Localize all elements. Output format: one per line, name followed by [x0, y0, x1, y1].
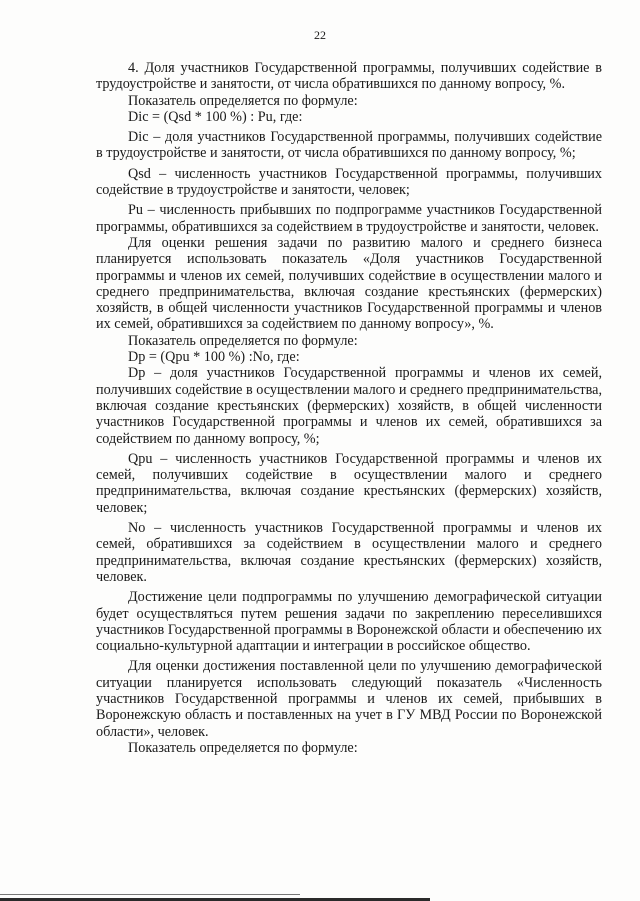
formula-dp: Dp = (Qpu * 100 %) :No, где:	[128, 349, 300, 366]
paragraph-indicator-4: 4. Доля участников Государственной программы, получивших содействие в трудоустройстве и занятости, от числа обратившихся по данному вопросу, %.	[96, 60, 602, 93]
document-body	[96, 60, 602, 756]
scan-artifact-line	[0, 894, 300, 895]
paragraph-small-business: Для оценки решения задачи по развитию малого и среднего бизнеса планируется использовать показатель «Доля участников Государственной программы и членов их семей, получивших содействие в осуществлении малого и среднего предпринимательства, включая создание крестьянских (фермерских) хозяйств, в общей численности участников Государственной программы и членов их семей, обратившихся за содействием по данному вопросу», %.	[96, 234, 602, 333]
paragraph-qsd-definition: Qsd – численность участников Государственной программы, получивших содействие в трудоустройстве и занятости, человек;	[96, 165, 602, 199]
paragraph-dic-definition: Dic – доля участников Государственной программы, получивших содействие в трудоустройстве и занятости, от числа обратившихся по данному вопросу, %;	[96, 129, 602, 162]
paragraph-formula-intro-2: Показатель определяется по формуле:	[128, 332, 358, 349]
paragraph-formula-intro-3: Показатель определяется по формуле:	[128, 739, 358, 756]
paragraph-demographic-indicator: Для оценки достижения поставленной цели по улучшению демографической ситуации планируется использовать следующий показатель «Численность участников Государственной программы и членов их семей, прибывших в Воронежскую область и поставленных на учет в ГУ МВД России по Воронежской области», человек.	[96, 658, 602, 740]
paragraph-formula-intro: Показатель определяется по формуле:	[128, 92, 358, 109]
paragraph-demographic-goal: Достижение цели подпрограммы по улучшению демографической ситуации будет осуществляться путем решения задачи по закреплению переселившихся участников Государственной программы в Воронежской области и обеспечению их социально-культурной адаптации и интеграции в российское общество.	[96, 589, 602, 655]
paragraph-dp-definition: Dp – доля участников Государственной программы и членов их семей, получивших содействие в осуществлении малого и среднего предпринимательства, включая создание крестьянских (фермерских) хозяйств, в общей численности участников Государственной программы и членов их семей, обратившихся за содействием по данному вопросу, %;	[96, 365, 602, 447]
paragraph-pu-definition: Pu – численность прибывших по подпрограмме участников Государственной программы, обратившихся за содействием в трудоустройстве и занятости, человек.	[96, 202, 602, 235]
page-number: 22	[314, 28, 326, 42]
paragraph-qpu-definition: Qpu – численность участников Государственной программы и членов их семей, получивших содействие в осуществлении малого и среднего предпринимательства, включая создание крестьянских (фермерских) хозяйств, человек;	[96, 450, 602, 516]
paragraph-no-definition: No – численность участников Государственной программы и членов их семей, обратившихся за содействием в осуществлении малого и среднего предпринимательства, включая создание крестьянских (фермерских) хозяйств, человек.	[96, 520, 602, 585]
formula-dic: Dic = (Qsd * 100 %) : Pu, где:	[128, 108, 303, 125]
